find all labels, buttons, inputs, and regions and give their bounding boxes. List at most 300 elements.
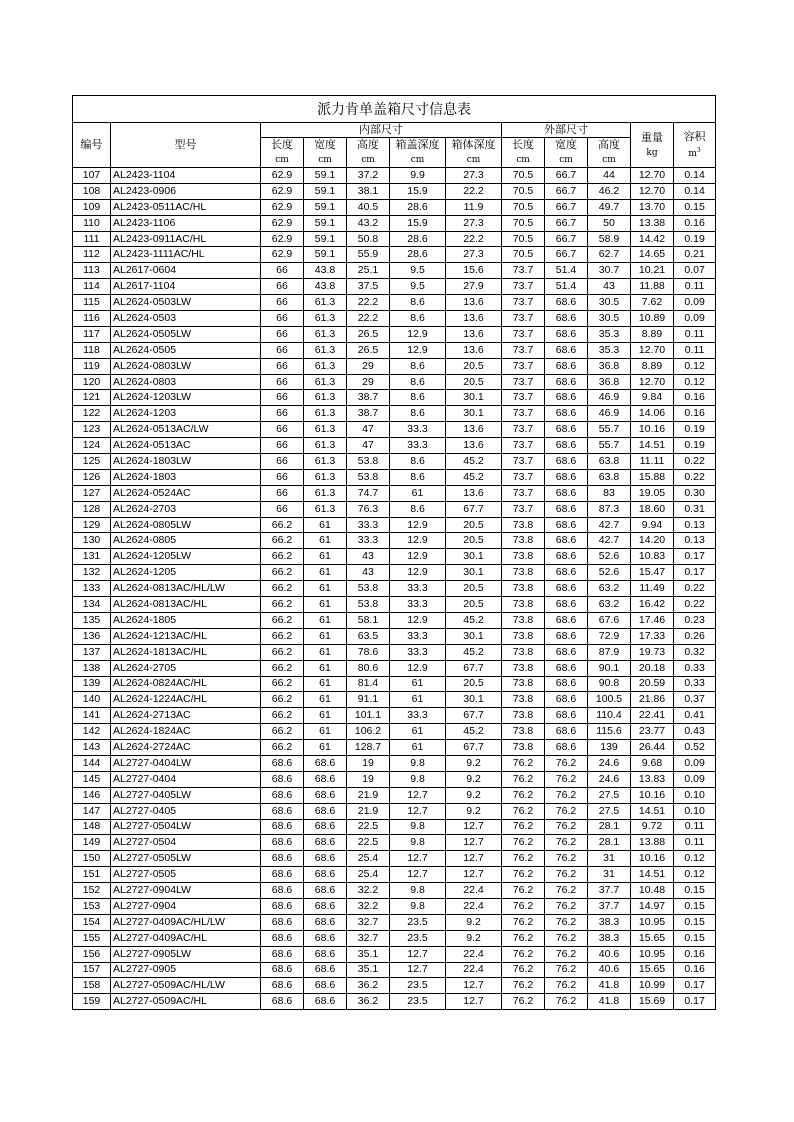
header-inner-width: 宽度 cm — [304, 138, 347, 168]
cell-inner-height: 80.6 — [347, 660, 390, 676]
cell-outer-width: 76.2 — [545, 787, 588, 803]
cell-outer-length: 73.8 — [502, 549, 545, 565]
cell-inner-length: 66.2 — [261, 740, 304, 756]
cell-lid-depth: 12.7 — [390, 867, 446, 883]
cell-outer-width: 68.6 — [545, 581, 588, 597]
cell-outer-width: 68.6 — [545, 501, 588, 517]
table-row — [73, 676, 716, 692]
cell-inner-width: 61 — [304, 708, 347, 724]
cell-no: 130 — [73, 533, 111, 549]
cell-inner-width: 59.1 — [304, 168, 347, 184]
header-weight-label: 重量 — [641, 130, 663, 144]
cell-model: AL2727-0505LW — [111, 851, 261, 867]
cell-inner-height: 22.5 — [347, 835, 390, 851]
cell-outer-height: 87.3 — [588, 501, 631, 517]
cell-inner-length: 66.2 — [261, 533, 304, 549]
cell-inner-length: 62.9 — [261, 199, 304, 215]
table-row — [73, 311, 716, 327]
cell-body-depth: 13.6 — [446, 295, 502, 311]
cell-inner-width: 68.6 — [304, 994, 347, 1010]
cell-inner-length: 62.9 — [261, 183, 304, 199]
cell-outer-height: 55.7 — [588, 438, 631, 454]
cell-inner-height: 76.3 — [347, 501, 390, 517]
cell-weight: 10.95 — [631, 914, 674, 930]
cell-body-depth: 22.4 — [446, 898, 502, 914]
cell-outer-length: 70.5 — [502, 168, 545, 184]
cell-model: AL2727-0509AC/HL — [111, 994, 261, 1010]
cell-outer-length: 70.5 — [502, 247, 545, 263]
cell-outer-height: 42.7 — [588, 517, 631, 533]
cell-volume: 0.10 — [674, 803, 716, 819]
cell-inner-length: 66.2 — [261, 565, 304, 581]
cell-outer-width: 68.6 — [545, 374, 588, 390]
cell-body-depth: 67.7 — [446, 660, 502, 676]
cell-inner-height: 25.1 — [347, 263, 390, 279]
cell-inner-width: 61.3 — [304, 501, 347, 517]
cell-model: AL2423-0906 — [111, 183, 261, 199]
cell-inner-width: 68.6 — [304, 867, 347, 883]
cell-model: AL2727-0409AC/HL/LW — [111, 914, 261, 930]
cell-volume: 0.13 — [674, 533, 716, 549]
cell-volume: 0.10 — [674, 787, 716, 803]
cell-outer-length: 73.7 — [502, 295, 545, 311]
cell-lid-depth: 33.3 — [390, 644, 446, 660]
cell-inner-height: 22.2 — [347, 311, 390, 327]
cell-outer-width: 76.2 — [545, 978, 588, 994]
cell-no: 152 — [73, 883, 111, 899]
cell-body-depth: 27.3 — [446, 247, 502, 263]
cell-lid-depth: 8.6 — [390, 311, 446, 327]
cell-body-depth: 12.7 — [446, 867, 502, 883]
cell-outer-length: 76.2 — [502, 978, 545, 994]
cell-outer-width: 68.6 — [545, 406, 588, 422]
cell-inner-height: 21.9 — [347, 803, 390, 819]
cell-outer-height: 90.8 — [588, 676, 631, 692]
cell-lid-depth: 61 — [390, 692, 446, 708]
cell-outer-width: 68.6 — [545, 628, 588, 644]
cell-body-depth: 13.6 — [446, 422, 502, 438]
cell-weight: 17.46 — [631, 612, 674, 628]
cell-inner-height: 32.7 — [347, 930, 390, 946]
cell-outer-length: 73.8 — [502, 628, 545, 644]
table-row — [73, 199, 716, 215]
cell-lid-depth: 33.3 — [390, 422, 446, 438]
cell-body-depth: 13.6 — [446, 326, 502, 342]
cell-inner-height: 26.5 — [347, 326, 390, 342]
cell-outer-length: 73.7 — [502, 485, 545, 501]
cell-outer-length: 73.7 — [502, 454, 545, 470]
cell-weight: 15.47 — [631, 565, 674, 581]
cell-model: AL2624-1813AC/HL — [111, 644, 261, 660]
cell-outer-height: 36.8 — [588, 374, 631, 390]
cell-outer-height: 58.9 — [588, 231, 631, 247]
cell-no: 140 — [73, 692, 111, 708]
cell-lid-depth: 12.7 — [390, 946, 446, 962]
cell-volume: 0.11 — [674, 342, 716, 358]
cell-no: 118 — [73, 342, 111, 358]
cell-no: 128 — [73, 501, 111, 517]
cell-outer-height: 40.6 — [588, 962, 631, 978]
cell-outer-width: 68.6 — [545, 708, 588, 724]
cell-volume: 0.22 — [674, 454, 716, 470]
cell-outer-width: 68.6 — [545, 724, 588, 740]
cell-no: 116 — [73, 311, 111, 327]
cell-weight: 9.68 — [631, 755, 674, 771]
table-row — [73, 787, 716, 803]
cell-inner-length: 68.6 — [261, 883, 304, 899]
cell-volume: 0.09 — [674, 755, 716, 771]
cell-no: 125 — [73, 454, 111, 470]
cell-no: 142 — [73, 724, 111, 740]
cell-outer-height: 27.5 — [588, 787, 631, 803]
cell-body-depth: 45.2 — [446, 724, 502, 740]
cell-body-depth: 20.5 — [446, 374, 502, 390]
cell-inner-length: 66 — [261, 406, 304, 422]
cell-inner-width: 68.6 — [304, 803, 347, 819]
cell-outer-width: 76.2 — [545, 819, 588, 835]
cell-model: AL2624-0805LW — [111, 517, 261, 533]
cell-inner-length: 68.6 — [261, 946, 304, 962]
cell-volume: 0.33 — [674, 676, 716, 692]
cell-lid-depth: 23.5 — [390, 994, 446, 1010]
cell-model: AL2624-1803LW — [111, 454, 261, 470]
cell-lid-depth: 12.7 — [390, 962, 446, 978]
table-row — [73, 406, 716, 422]
cell-inner-length: 68.6 — [261, 851, 304, 867]
table-row — [73, 469, 716, 485]
cell-lid-depth: 12.9 — [390, 533, 446, 549]
table-row — [73, 930, 716, 946]
table-row — [73, 279, 716, 295]
cell-no: 137 — [73, 644, 111, 660]
cell-inner-length: 66.2 — [261, 581, 304, 597]
cell-body-depth: 67.7 — [446, 708, 502, 724]
cell-volume: 0.12 — [674, 358, 716, 374]
cell-outer-height: 62.7 — [588, 247, 631, 263]
cell-volume: 0.12 — [674, 851, 716, 867]
cell-no: 134 — [73, 597, 111, 613]
cell-outer-height: 28.1 — [588, 819, 631, 835]
cell-body-depth: 30.1 — [446, 628, 502, 644]
cell-outer-height: 30.5 — [588, 311, 631, 327]
cell-inner-height: 74.7 — [347, 485, 390, 501]
cell-body-depth: 12.7 — [446, 994, 502, 1010]
cell-outer-height: 40.6 — [588, 946, 631, 962]
cell-inner-length: 68.6 — [261, 898, 304, 914]
cell-body-depth: 11.9 — [446, 199, 502, 215]
cell-weight: 19.05 — [631, 485, 674, 501]
header-inner-height: 高度 cm — [347, 138, 390, 168]
cell-outer-height: 38.3 — [588, 930, 631, 946]
cell-weight: 17.33 — [631, 628, 674, 644]
cell-outer-height: 35.3 — [588, 326, 631, 342]
cell-inner-height: 55.9 — [347, 247, 390, 263]
cell-outer-height: 41.8 — [588, 994, 631, 1010]
cell-weight: 13.88 — [631, 835, 674, 851]
cell-lid-depth: 33.3 — [390, 708, 446, 724]
table-row — [73, 597, 716, 613]
cell-inner-width: 59.1 — [304, 199, 347, 215]
cell-outer-length: 73.7 — [502, 438, 545, 454]
cell-outer-length: 76.2 — [502, 803, 545, 819]
cell-inner-height: 91.1 — [347, 692, 390, 708]
cell-inner-width: 68.6 — [304, 819, 347, 835]
dimension-table — [72, 95, 716, 1010]
cell-inner-height: 101.1 — [347, 708, 390, 724]
cell-model: AL2624-1203LW — [111, 390, 261, 406]
cell-lid-depth: 8.6 — [390, 454, 446, 470]
cell-weight: 15.88 — [631, 469, 674, 485]
cell-outer-height: 63.8 — [588, 454, 631, 470]
cell-outer-height: 31 — [588, 867, 631, 883]
cell-outer-length: 73.8 — [502, 597, 545, 613]
cell-inner-length: 66 — [261, 438, 304, 454]
cell-lid-depth: 28.6 — [390, 247, 446, 263]
cell-inner-width: 68.6 — [304, 883, 347, 899]
cell-inner-height: 43 — [347, 565, 390, 581]
table-row — [73, 215, 716, 231]
cell-lid-depth: 61 — [390, 740, 446, 756]
cell-inner-height: 19 — [347, 771, 390, 787]
cell-lid-depth: 8.6 — [390, 501, 446, 517]
cell-volume: 0.17 — [674, 994, 716, 1010]
cell-inner-length: 66.2 — [261, 597, 304, 613]
header-inner-dimensions: 内部尺寸 — [261, 123, 502, 138]
table-row — [73, 517, 716, 533]
cell-inner-width: 61 — [304, 581, 347, 597]
cell-volume: 0.19 — [674, 438, 716, 454]
cell-inner-width: 61 — [304, 660, 347, 676]
cell-no: 108 — [73, 183, 111, 199]
table-row — [73, 247, 716, 263]
cell-model: AL2624-2703 — [111, 501, 261, 517]
cell-inner-length: 66 — [261, 263, 304, 279]
cell-weight: 14.51 — [631, 867, 674, 883]
cell-weight: 12.70 — [631, 168, 674, 184]
cell-body-depth: 13.6 — [446, 311, 502, 327]
cell-no: 131 — [73, 549, 111, 565]
cell-outer-height: 63.8 — [588, 469, 631, 485]
cell-body-depth: 20.5 — [446, 581, 502, 597]
cell-no: 129 — [73, 517, 111, 533]
cell-body-depth: 30.1 — [446, 549, 502, 565]
cell-lid-depth: 9.5 — [390, 263, 446, 279]
cell-outer-length: 73.8 — [502, 660, 545, 676]
cell-volume: 0.22 — [674, 581, 716, 597]
cell-volume: 0.12 — [674, 867, 716, 883]
cell-inner-length: 68.6 — [261, 819, 304, 835]
cell-weight: 12.70 — [631, 374, 674, 390]
cell-outer-width: 66.7 — [545, 183, 588, 199]
cell-inner-height: 53.8 — [347, 469, 390, 485]
cell-inner-length: 66.2 — [261, 692, 304, 708]
cell-outer-width: 66.7 — [545, 215, 588, 231]
cell-inner-length: 62.9 — [261, 215, 304, 231]
unit-m3: $m^3$ — [688, 146, 701, 159]
cell-inner-length: 66 — [261, 279, 304, 295]
cell-lid-depth: 9.8 — [390, 883, 446, 899]
table-row — [73, 183, 716, 199]
cell-outer-length: 73.7 — [502, 342, 545, 358]
cell-body-depth: 22.4 — [446, 962, 502, 978]
cell-model: AL2624-1803 — [111, 469, 261, 485]
cell-outer-width: 68.6 — [545, 517, 588, 533]
cell-inner-width: 59.1 — [304, 231, 347, 247]
cell-outer-width: 68.6 — [545, 469, 588, 485]
cell-outer-width: 68.6 — [545, 676, 588, 692]
cell-body-depth: 9.2 — [446, 771, 502, 787]
cell-body-depth: 45.2 — [446, 469, 502, 485]
cell-inner-width: 68.6 — [304, 755, 347, 771]
table-row — [73, 374, 716, 390]
cell-model: AL2727-0405LW — [111, 787, 261, 803]
cell-inner-height: 53.8 — [347, 581, 390, 597]
table-row — [73, 168, 716, 184]
cell-outer-length: 73.8 — [502, 740, 545, 756]
cell-no: 155 — [73, 930, 111, 946]
cell-body-depth: 13.6 — [446, 438, 502, 454]
cell-inner-length: 66.2 — [261, 676, 304, 692]
cell-body-depth: 30.1 — [446, 406, 502, 422]
cell-body-depth: 30.1 — [446, 692, 502, 708]
cell-outer-height: 28.1 — [588, 835, 631, 851]
cell-inner-width: 61 — [304, 517, 347, 533]
cell-volume: 0.17 — [674, 978, 716, 994]
cell-outer-height: 90.1 — [588, 660, 631, 676]
cell-outer-height: 55.7 — [588, 422, 631, 438]
cell-volume: 0.19 — [674, 422, 716, 438]
cell-weight: 10.83 — [631, 549, 674, 565]
cell-inner-length: 66 — [261, 342, 304, 358]
cell-volume: 0.16 — [674, 215, 716, 231]
cell-volume: 0.31 — [674, 501, 716, 517]
cell-no: 121 — [73, 390, 111, 406]
cell-outer-width: 51.4 — [545, 263, 588, 279]
header-model: 型号 — [111, 123, 261, 168]
cell-outer-height: 24.6 — [588, 771, 631, 787]
cell-inner-length: 62.9 — [261, 168, 304, 184]
cell-outer-length: 73.7 — [502, 406, 545, 422]
cell-inner-height: 38.1 — [347, 183, 390, 199]
cell-weight: 19.73 — [631, 644, 674, 660]
cell-inner-height: 32.2 — [347, 883, 390, 899]
cell-lid-depth: 12.9 — [390, 549, 446, 565]
cell-outer-height: 31 — [588, 851, 631, 867]
cell-inner-height: 32.7 — [347, 914, 390, 930]
cell-inner-height: 22.2 — [347, 295, 390, 311]
cell-body-depth: 45.2 — [446, 644, 502, 660]
cell-inner-height: 32.2 — [347, 898, 390, 914]
cell-inner-width: 61.3 — [304, 390, 347, 406]
table-row — [73, 883, 716, 899]
cell-volume: 0.14 — [674, 183, 716, 199]
cell-outer-width: 76.2 — [545, 962, 588, 978]
cell-lid-depth: 9.8 — [390, 819, 446, 835]
cell-no: 126 — [73, 469, 111, 485]
table-row — [73, 628, 716, 644]
cell-inner-width: 61 — [304, 597, 347, 613]
cell-outer-width: 66.7 — [545, 168, 588, 184]
cell-inner-height: 43 — [347, 549, 390, 565]
cell-weight: 10.16 — [631, 422, 674, 438]
table-row — [73, 501, 716, 517]
cell-lid-depth: 9.5 — [390, 279, 446, 295]
cell-lid-depth: 12.9 — [390, 565, 446, 581]
cell-model: AL2727-0405 — [111, 803, 261, 819]
cell-model: AL2624-0824AC/HL — [111, 676, 261, 692]
cell-lid-depth: 12.9 — [390, 660, 446, 676]
cell-outer-length: 73.8 — [502, 581, 545, 597]
cell-model: AL2727-0905LW — [111, 946, 261, 962]
cell-body-depth: 20.5 — [446, 517, 502, 533]
cell-volume: 0.16 — [674, 946, 716, 962]
cell-no: 123 — [73, 422, 111, 438]
cell-weight: 18.60 — [631, 501, 674, 517]
cell-outer-length: 76.2 — [502, 898, 545, 914]
cell-volume: 0.21 — [674, 247, 716, 263]
cell-inner-length: 66 — [261, 374, 304, 390]
cell-lid-depth: 15.9 — [390, 183, 446, 199]
cell-outer-width: 76.2 — [545, 914, 588, 930]
cell-inner-width: 68.6 — [304, 978, 347, 994]
cell-body-depth: 67.7 — [446, 501, 502, 517]
header-body-depth: 箱体深度 cm — [446, 138, 502, 168]
cell-inner-width: 61 — [304, 565, 347, 581]
cell-outer-length: 73.8 — [502, 724, 545, 740]
cell-outer-length: 73.7 — [502, 469, 545, 485]
cell-volume: 0.11 — [674, 835, 716, 851]
cell-no: 156 — [73, 946, 111, 962]
table-title: 派力肯单盖箱尺寸信息表 — [73, 96, 716, 123]
cell-volume: 0.11 — [674, 819, 716, 835]
cell-model: AL2624-1224AC/HL — [111, 692, 261, 708]
cell-weight: 13.38 — [631, 215, 674, 231]
cell-weight: 20.18 — [631, 660, 674, 676]
cell-outer-length: 76.2 — [502, 914, 545, 930]
cell-outer-length: 76.2 — [502, 819, 545, 835]
cell-inner-width: 61 — [304, 533, 347, 549]
cell-inner-width: 68.6 — [304, 946, 347, 962]
cell-outer-width: 68.6 — [545, 422, 588, 438]
cell-outer-height: 24.6 — [588, 755, 631, 771]
cell-inner-width: 61.3 — [304, 311, 347, 327]
cell-body-depth: 27.3 — [446, 215, 502, 231]
cell-model: AL2727-0409AC/HL — [111, 930, 261, 946]
cell-no: 107 — [73, 168, 111, 184]
cell-lid-depth: 61 — [390, 485, 446, 501]
cell-model: AL2617-1104 — [111, 279, 261, 295]
cell-body-depth: 30.1 — [446, 565, 502, 581]
cell-inner-length: 66.2 — [261, 724, 304, 740]
cell-inner-width: 59.1 — [304, 183, 347, 199]
cell-outer-length: 73.8 — [502, 533, 545, 549]
cell-weight: 9.72 — [631, 819, 674, 835]
cell-weight: 20.59 — [631, 676, 674, 692]
cell-inner-width: 68.6 — [304, 930, 347, 946]
cell-outer-length: 76.2 — [502, 946, 545, 962]
cell-body-depth: 45.2 — [446, 612, 502, 628]
cell-inner-width: 61.3 — [304, 358, 347, 374]
cell-no: 132 — [73, 565, 111, 581]
cell-inner-length: 68.6 — [261, 771, 304, 787]
cell-weight: 10.16 — [631, 851, 674, 867]
cell-model: AL2727-0509AC/HL/LW — [111, 978, 261, 994]
cell-inner-width: 61.3 — [304, 422, 347, 438]
cell-volume: 0.32 — [674, 644, 716, 660]
cell-inner-height: 40.5 — [347, 199, 390, 215]
cell-outer-height: 37.7 — [588, 883, 631, 899]
cell-inner-width: 68.6 — [304, 771, 347, 787]
